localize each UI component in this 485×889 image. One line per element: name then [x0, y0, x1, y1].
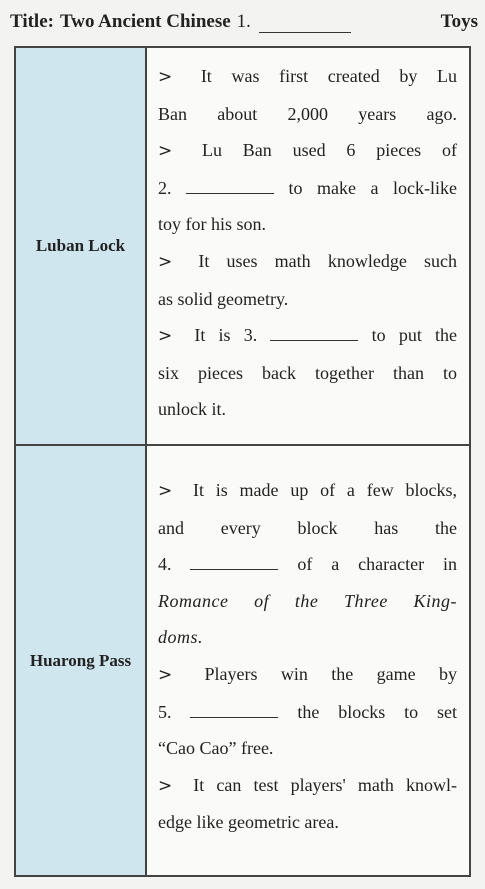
text-line: 2. to make a lock-like: [158, 170, 457, 207]
text-line: six pieces back together than to: [158, 362, 457, 383]
text-line: and every block has the: [158, 517, 457, 538]
text-line: > It uses math knowledge such: [158, 250, 457, 272]
arrow-icon: >: [158, 664, 197, 685]
text-line: Romance of the Three King-: [158, 590, 457, 611]
answer-blank-5[interactable]: [190, 699, 278, 718]
table-row-huarong-pass: [16, 446, 469, 875]
text-line: toy for his son.: [158, 214, 266, 235]
answer-blank-2[interactable]: [186, 175, 274, 194]
arrow-icon: >: [158, 67, 193, 87]
text-line: > It was first created by Lu: [158, 66, 457, 87]
text-line: > Lu Ban used 6 pieces of: [158, 140, 457, 162]
answer-blank-4[interactable]: [190, 551, 278, 570]
title-label: Title:: [10, 11, 54, 32]
row-label: Huarong Pass: [16, 446, 147, 875]
text-line: > It is 3. to put the: [158, 317, 457, 355]
text-line: “Cao Cao” free.: [158, 738, 274, 759]
text-line: > It is made up of a few blocks,: [158, 480, 457, 501]
text-line: > Players win the game by: [158, 663, 457, 685]
text-line: as solid geometry.: [158, 288, 289, 309]
title-end: Toys: [440, 11, 478, 32]
answer-blank-1[interactable]: [259, 12, 351, 33]
table-row-luban-lock: [16, 48, 469, 446]
row-content: [147, 446, 469, 875]
arrow-icon: >: [158, 326, 187, 347]
text-line: doms.: [158, 627, 204, 648]
text-line: 5. the blocks to set: [158, 694, 457, 731]
row-label: Luban Lock: [16, 48, 147, 444]
blank-number-2: 2.: [158, 177, 172, 198]
info-table: [14, 46, 471, 877]
blank-number-4: 4.: [158, 554, 172, 575]
row-content: [147, 48, 469, 444]
blank-number-3: It is 3.: [194, 325, 258, 346]
text-line: edge like geometric area.: [158, 812, 339, 833]
text-line: unlock it.: [158, 399, 226, 420]
blank-number-1: 1.: [236, 11, 251, 32]
title-text: Two Ancient Chinese: [59, 11, 231, 32]
arrow-icon: >: [158, 141, 194, 162]
worksheet-title: [10, 4, 478, 40]
arrow-icon: >: [158, 775, 186, 796]
text-line: > It can test players' math knowl-: [158, 774, 457, 796]
arrow-icon: >: [158, 481, 185, 501]
blank-number-5: 5.: [158, 701, 172, 722]
text-line: 4. of a character in: [158, 546, 457, 583]
arrow-icon: >: [158, 251, 191, 272]
answer-blank-3[interactable]: [270, 322, 358, 341]
text-line: Ban about 2,000 years ago.: [158, 103, 457, 124]
